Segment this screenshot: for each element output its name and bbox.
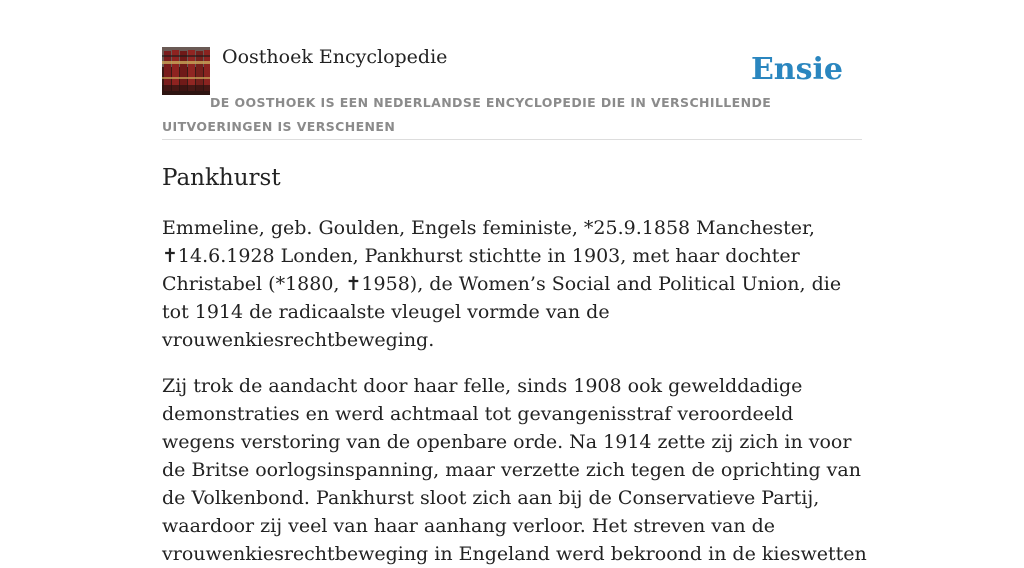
header-divider [162, 139, 862, 140]
article-content [162, 162, 867, 568]
encyclopedia-books-icon[interactable] [162, 47, 210, 95]
article-title: Pankhurst [162, 165, 281, 191]
article-paragraph: Emmeline, geb. Goulden, Engels feministe, *25.9.1858 Manchester, ✝14.6.1928 Londen, Pankhurst stichtte in 1903, met haar dochter Christabel (*1880, ✝1958), de Women’s Social and Political Union, die tot 1914 de radicaalste vleugel vormde van de vrouwenkiesrechtbeweging. [162, 217, 842, 351]
article-paragraph: Zij trok de aandacht door haar felle, sinds 1908 ook gewelddadige demonstraties en werd achtmaal tot gevangenisstraf veroordeeld wegens verstoring van de openbare orde. Na 1914 zette zij zich in voor de Britse oorlogsinspanning, maar verzette zich tegen de oprichting van de Volkenbond. Pankhurst sloot zich aan bij de Conservatieve Partij, waardoor zij veel van haar aanhang verloor. Het streven van de vrouwenkiesrechtbeweging in Engeland werd bekroond in de kieswetten [162, 375, 867, 565]
site-tagline: DE OOSTHOEK IS EEN NEDERLANDSE ENCYCLOPEDIE DIE IN VERSCHILLENDE UITVOERINGEN IS VERSCHENEN [162, 95, 772, 134]
site-title-link[interactable]: Oosthoek Encyclopedie [222, 46, 448, 68]
brand-logo-link[interactable]: Ensie [750, 52, 843, 87]
